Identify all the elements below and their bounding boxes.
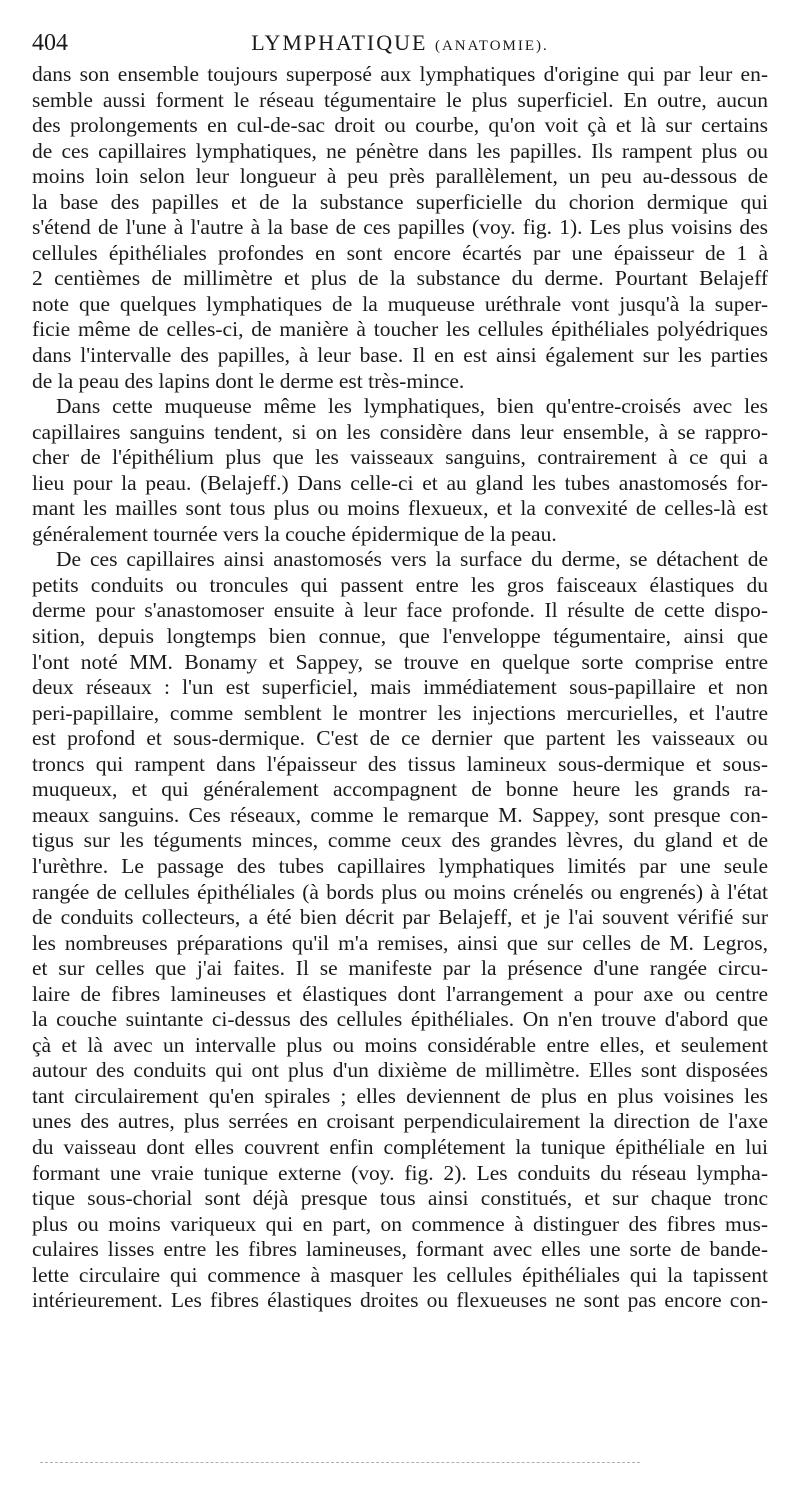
- text-line: et sur celles que j'ai faites. Il se manifeste par la présence d'une rangée circu-: [32, 956, 768, 981]
- text-line: sition, depuis longtemps bien connue, que l'enveloppe tégumentaire, ainsi que: [32, 624, 768, 649]
- text-line: l'urèthre. Le passage des tubes capillaires lymphatiques limités par une seule: [32, 853, 768, 878]
- text-line: petits conduits ou troncules qui passent entre les gros faisceaux élastiques du: [32, 572, 768, 597]
- text-line: autour des conduits qui ont plus d'un dixième de millimètre. Elles sont disposées: [32, 1058, 768, 1083]
- text-line: peri-papillaire, comme semblent le montrer les injections mercurielles, et l'autre: [32, 700, 768, 725]
- text-line: tique sous-chorial sont déjà presque tous ainsi constitués, et sur chaque tronc: [32, 1186, 768, 1211]
- text-line: deux réseaux : l'un est superficiel, mais immédiatement sous-papillaire et non: [32, 675, 768, 700]
- text-line: muqueux, et qui généralement accompagnent de bonne heure les grands ra-: [32, 777, 768, 802]
- text-line: Dans cette muqueuse même les lymphatiques, bien qu'entre-croisés avec les: [56, 394, 768, 419]
- text-line: généralement tournée vers la couche épidermique de la peau.: [32, 521, 557, 546]
- text-line: capillaires sanguins tendent, si on les considère dans leur ensemble, à se rappro-: [32, 419, 768, 444]
- text-line: s'étend de l'une à l'autre à la base de ces papilles (voy. fig. 1). Les plus voisins des: [32, 215, 768, 240]
- footer-rule: [40, 1462, 640, 1463]
- text-line: dans son ensemble toujours superposé aux lymphatiques d'origine qui par leur en-: [32, 62, 768, 86]
- text-line: est profond et sous-dermique. C'est de ce dernier que partent les vaisseaux ou: [32, 726, 768, 751]
- text-line: cellules épithéliales profondes en sont encore écartés par une épaisseur de 1 à: [32, 240, 768, 265]
- text-line: lieu pour la peau. (Belajeff.) Dans celle-ci et au gland les tubes anastomosés for-: [32, 470, 768, 495]
- text-line: culaires lisses entre les fibres lamineuses, formant avec elles une sorte de bande-: [32, 1237, 768, 1262]
- text-line: mant les mailles sont tous plus ou moins flexueux, et la convexité de celles-là est: [32, 496, 768, 521]
- text-line: rangée de cellules épithéliales (à bords plus ou moins crénelés ou engrenés) à l'état: [32, 879, 768, 904]
- text-line: de la peau des lapins dont le derme est très-mince.: [32, 368, 465, 393]
- text-line: note que quelques lymphatiques de la muqueuse uréthrale vont jusqu'à la super-: [32, 291, 768, 316]
- text-line: tigus sur les téguments minces, comme ceux des grandes lèvres, du gland et de: [32, 828, 768, 853]
- text-line: des prolongements en cul-de-sac droit ou courbe, qu'on voit çà et là sur certains: [32, 113, 768, 138]
- text-line: 2 centièmes de millimètre et plus de la substance du derme. Pourtant Belajeff: [32, 266, 768, 291]
- text-line: semble aussi forment le réseau tégumentaire le plus superficiel. En outre, aucun: [32, 87, 768, 112]
- text-line: intérieurement. Les fibres élastiques droites ou flexueuses ne sont pas encore con-: [32, 1288, 768, 1313]
- text-line: la base des papilles et de la substance superficielle du chorion dermique qui: [32, 189, 768, 214]
- text-line: tant circulairement qu'en spirales ; elles deviennent de plus en plus voisines les: [32, 1083, 768, 1108]
- text-line: lette circulaire qui commence à masquer les cellules épithéliales qui la tapissent: [32, 1262, 768, 1287]
- running-title-main: LYMPHATIQUE: [251, 30, 428, 55]
- text-line: les nombreuses préparations qu'il m'a remises, ainsi que sur celles de M. Legros,: [32, 930, 768, 955]
- text-line: ficie même de celles-ci, de manière à toucher les cellules épithéliales polyédriques: [32, 317, 768, 342]
- running-title-subtitle: (ANATOMIE).: [434, 38, 549, 54]
- text-line: moins loin selon leur longueur à peu près parallèlement, un peu au-dessous de: [32, 164, 768, 189]
- running-title: [32, 30, 768, 56]
- text-line: unes des autres, plus serrées en croisant perpendiculairement la direction de l'axe: [32, 1109, 768, 1134]
- page-number: 404: [32, 30, 68, 56]
- text-line: dans l'intervalle des papilles, à leur base. Il en est ainsi également sur les parties: [32, 343, 768, 368]
- text-line: troncs qui rampent dans l'épaisseur des tissus lamineux sous-dermique et sous-: [32, 751, 768, 776]
- text-line: de conduits collecteurs, a été bien décrit par Belajeff, et je l'ai souvent vérifié sur: [32, 905, 768, 930]
- text-line: laire de fibres lamineuses et élastiques dont l'arrangement a pour axe ou centre: [32, 981, 768, 1006]
- text-line: çà et là avec un intervalle plus ou moins considérable entre elles, et seulement: [32, 1032, 768, 1057]
- text-line: meaux sanguins. Ces réseaux, comme le remarque M. Sappey, sont presque con-: [32, 802, 768, 827]
- text-line: plus ou moins variqueux qui en part, on commence à distinguer des fibres mus-: [32, 1211, 768, 1236]
- text-line: l'ont noté MM. Bonamy et Sappey, se trouve en quelque sorte comprise entre: [32, 649, 768, 674]
- text-line: la couche suintante ci-dessus des cellules épithéliales. On n'en trouve d'abord que: [32, 1007, 768, 1032]
- body-text: [32, 62, 768, 1314]
- text-line: derme pour s'anastomoser ensuite à leur face profonde. Il résulte de cette dispo-: [32, 598, 768, 623]
- text-line: De ces capillaires ainsi anastomosés vers la surface du derme, se détachent de: [56, 547, 768, 572]
- text-line: de ces capillaires lymphatiques, ne pénètre dans les papilles. Ils rampent plus ou: [32, 138, 768, 163]
- running-header: [32, 30, 768, 60]
- text-line: du vaisseau dont elles couvrent enfin complétement la tunique épithéliale en lui: [32, 1134, 768, 1159]
- text-line: cher de l'épithélium plus que les vaisseaux sanguins, contrairement à ce qui a: [32, 445, 768, 470]
- text-line: formant une vraie tunique externe (voy. fig. 2). Les conduits du réseau lympha-: [32, 1160, 768, 1185]
